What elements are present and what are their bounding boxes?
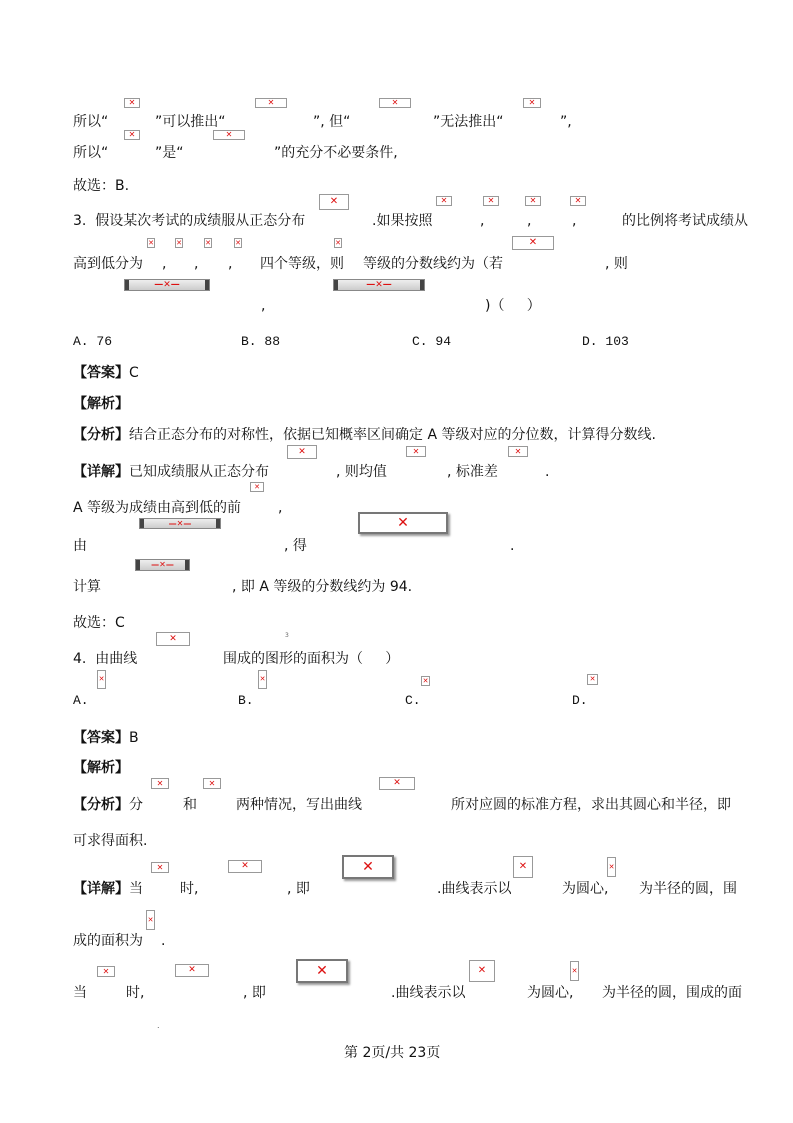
broken-image-icon: ✕ (156, 632, 190, 646)
detail-text: . (545, 464, 550, 480)
broken-image-icon: ✕ (255, 98, 287, 108)
broken-image-icon: ✕ (151, 778, 169, 789)
broken-image-icon: —✕— (135, 559, 190, 571)
broken-image-icon: ✕ (358, 512, 448, 534)
option-d: D. 103 (582, 334, 629, 349)
broken-image-icon: ✕ (512, 236, 554, 250)
detail-text: 为半径的圆，围成的面 (602, 985, 742, 1001)
broken-image-icon: ✕ (513, 856, 533, 878)
detail-text: 为圆心, (562, 881, 609, 897)
analysis-text: 和 (183, 797, 197, 813)
broken-image-icon: ✕ (523, 98, 541, 108)
option-b: B. (238, 693, 254, 708)
detail-text: , 则均值 (336, 464, 387, 480)
broken-image-icon: ✕ (319, 194, 349, 210)
question-text: , (572, 213, 577, 229)
broken-image-icon: ✕ (508, 446, 528, 457)
tiny-dot: . (157, 1021, 160, 1030)
question-text: 的比例将考试成绩从 (622, 213, 748, 229)
text: ”是“ (155, 145, 184, 161)
question-text: , (527, 213, 532, 229)
detail-text: . (510, 538, 515, 554)
detail-text: 为圆心, (527, 985, 574, 1001)
detail-text: , 标准差 (447, 464, 498, 480)
analysis-label: 【解析】 (73, 396, 129, 412)
broken-image-icon: ✕ (203, 778, 221, 789)
option-c: C. 94 (412, 334, 452, 349)
question-text: .如果按照 (372, 213, 433, 229)
question-text: 4. 由曲线 (73, 651, 138, 667)
text: 所以“ (73, 145, 109, 161)
detail-text: 【详解】当 (73, 881, 143, 897)
text: ”可以推出“ (155, 114, 226, 130)
broken-image-icon: ✕ (587, 674, 598, 685)
detail-text: , (278, 500, 283, 516)
broken-image-icon: ✕ (287, 445, 317, 459)
question-text: , (480, 213, 485, 229)
broken-image-icon: ✕ (97, 670, 106, 689)
text: ”无法推出“ (433, 114, 504, 130)
broken-image-icon: ✕ (296, 959, 348, 983)
broken-image-icon: ✕ (97, 966, 115, 977)
question-text: 等级的分数线约为（若 (363, 256, 503, 272)
detail-text: 计算 (73, 579, 101, 595)
detail-text: , 即 (243, 985, 266, 1001)
broken-image-icon: ✕ (607, 857, 616, 877)
question-text: , 则 (605, 256, 628, 272)
tiny-mark: 3 (285, 632, 289, 639)
answer-label: 【答案】B (73, 730, 139, 746)
broken-image-icon: ✕ (335, 238, 341, 247)
broken-image-icon: ✕ (250, 482, 264, 492)
broken-image-icon: ✕ (213, 130, 245, 140)
detail-text: , 即 (287, 881, 310, 897)
analysis-text: 所对应圆的标准方程，求出其圆心和半径，即 (451, 797, 731, 813)
question-text: 高到低分为 (73, 256, 143, 272)
broken-image-icon: ✕ (570, 961, 579, 981)
detail-text: 当 (73, 985, 87, 1001)
question-text: 3. 假设某次考试的成绩服从正态分布 (73, 213, 306, 229)
option-b: B. 88 (241, 334, 281, 349)
broken-image-icon: —✕— (333, 279, 425, 291)
analysis-text: 可求得面积. (73, 833, 148, 849)
detail-text: , 即 A 等级的分数线约为 94. (232, 579, 413, 595)
text: ”, (560, 114, 572, 130)
detail-text: .曲线表示以 (391, 985, 466, 1001)
option-d: D. (572, 693, 588, 708)
analysis-label: 【解析】 (73, 760, 129, 776)
option-a: A. (73, 693, 89, 708)
option-c: C. (405, 693, 421, 708)
choose-text: 故选：C (73, 615, 125, 631)
detail-text: 时, (126, 985, 145, 1001)
broken-image-icon: ✕ (469, 960, 495, 982)
broken-image-icon: ✕ (124, 130, 140, 140)
question-text: , (228, 256, 233, 272)
detail-text: 成的面积为 (73, 933, 143, 949)
answer-label: 【答案】C (73, 365, 139, 381)
text: 所以“ (73, 114, 109, 130)
broken-image-icon: ✕ (258, 670, 267, 689)
detail-text: 为半径的圆，围 (639, 881, 737, 897)
broken-image-icon: ✕ (176, 238, 182, 247)
broken-image-icon: —✕— (139, 518, 221, 529)
broken-image-icon: ✕ (436, 196, 452, 206)
detail-text: 时, (180, 881, 199, 897)
broken-image-icon: ✕ (483, 196, 499, 206)
detail-text: .曲线表示以 (437, 881, 512, 897)
detail-text: 【详解】已知成绩服从正态分布 (73, 464, 269, 480)
question-text: 围成的图形的面积为（ ） (223, 651, 400, 667)
analysis-text: 【分析】结合正态分布的对称性，依据已知概率区间确定 A 等级对应的分位数，计算得分数线. (73, 427, 656, 443)
broken-image-icon: ✕ (235, 238, 241, 247)
broken-image-icon: ✕ (379, 98, 411, 108)
question-text: 四个等级，则 (260, 256, 344, 272)
text: ”的充分不必要条件, (274, 145, 398, 161)
broken-image-icon: ✕ (570, 196, 586, 206)
broken-image-icon: ✕ (525, 196, 541, 206)
detail-text: 由 (73, 538, 87, 554)
broken-image-icon: ✕ (148, 238, 154, 247)
broken-image-icon: ✕ (124, 98, 140, 108)
analysis-text: 两种情况，写出曲线 (236, 797, 362, 813)
detail-text: . (161, 933, 166, 949)
page-footer: 第 2页/共 23页 (344, 1045, 441, 1061)
question-text: , (261, 298, 266, 314)
broken-image-icon: ✕ (406, 446, 426, 457)
broken-image-icon: ✕ (175, 964, 209, 977)
broken-image-icon: ✕ (228, 860, 262, 873)
text: 故选：B. (73, 178, 130, 194)
broken-image-icon: ✕ (205, 238, 211, 247)
question-text: , (162, 256, 167, 272)
broken-image-icon: ✕ (422, 676, 429, 685)
broken-image-icon: —✕— (124, 279, 210, 291)
broken-image-icon: ✕ (151, 862, 169, 873)
broken-image-icon: ✕ (379, 777, 415, 790)
question-text: )（ ） (485, 298, 541, 314)
detail-text: , 得 (284, 538, 307, 554)
detail-text: A 等级为成绩由高到低的前 (73, 500, 242, 516)
broken-image-icon: ✕ (146, 910, 155, 930)
broken-image-icon: ✕ (342, 855, 394, 879)
option-a: A. 76 (73, 334, 113, 349)
question-text: , (194, 256, 199, 272)
text: ”, 但“ (313, 114, 351, 130)
analysis-text: 【分析】分 (73, 797, 143, 813)
